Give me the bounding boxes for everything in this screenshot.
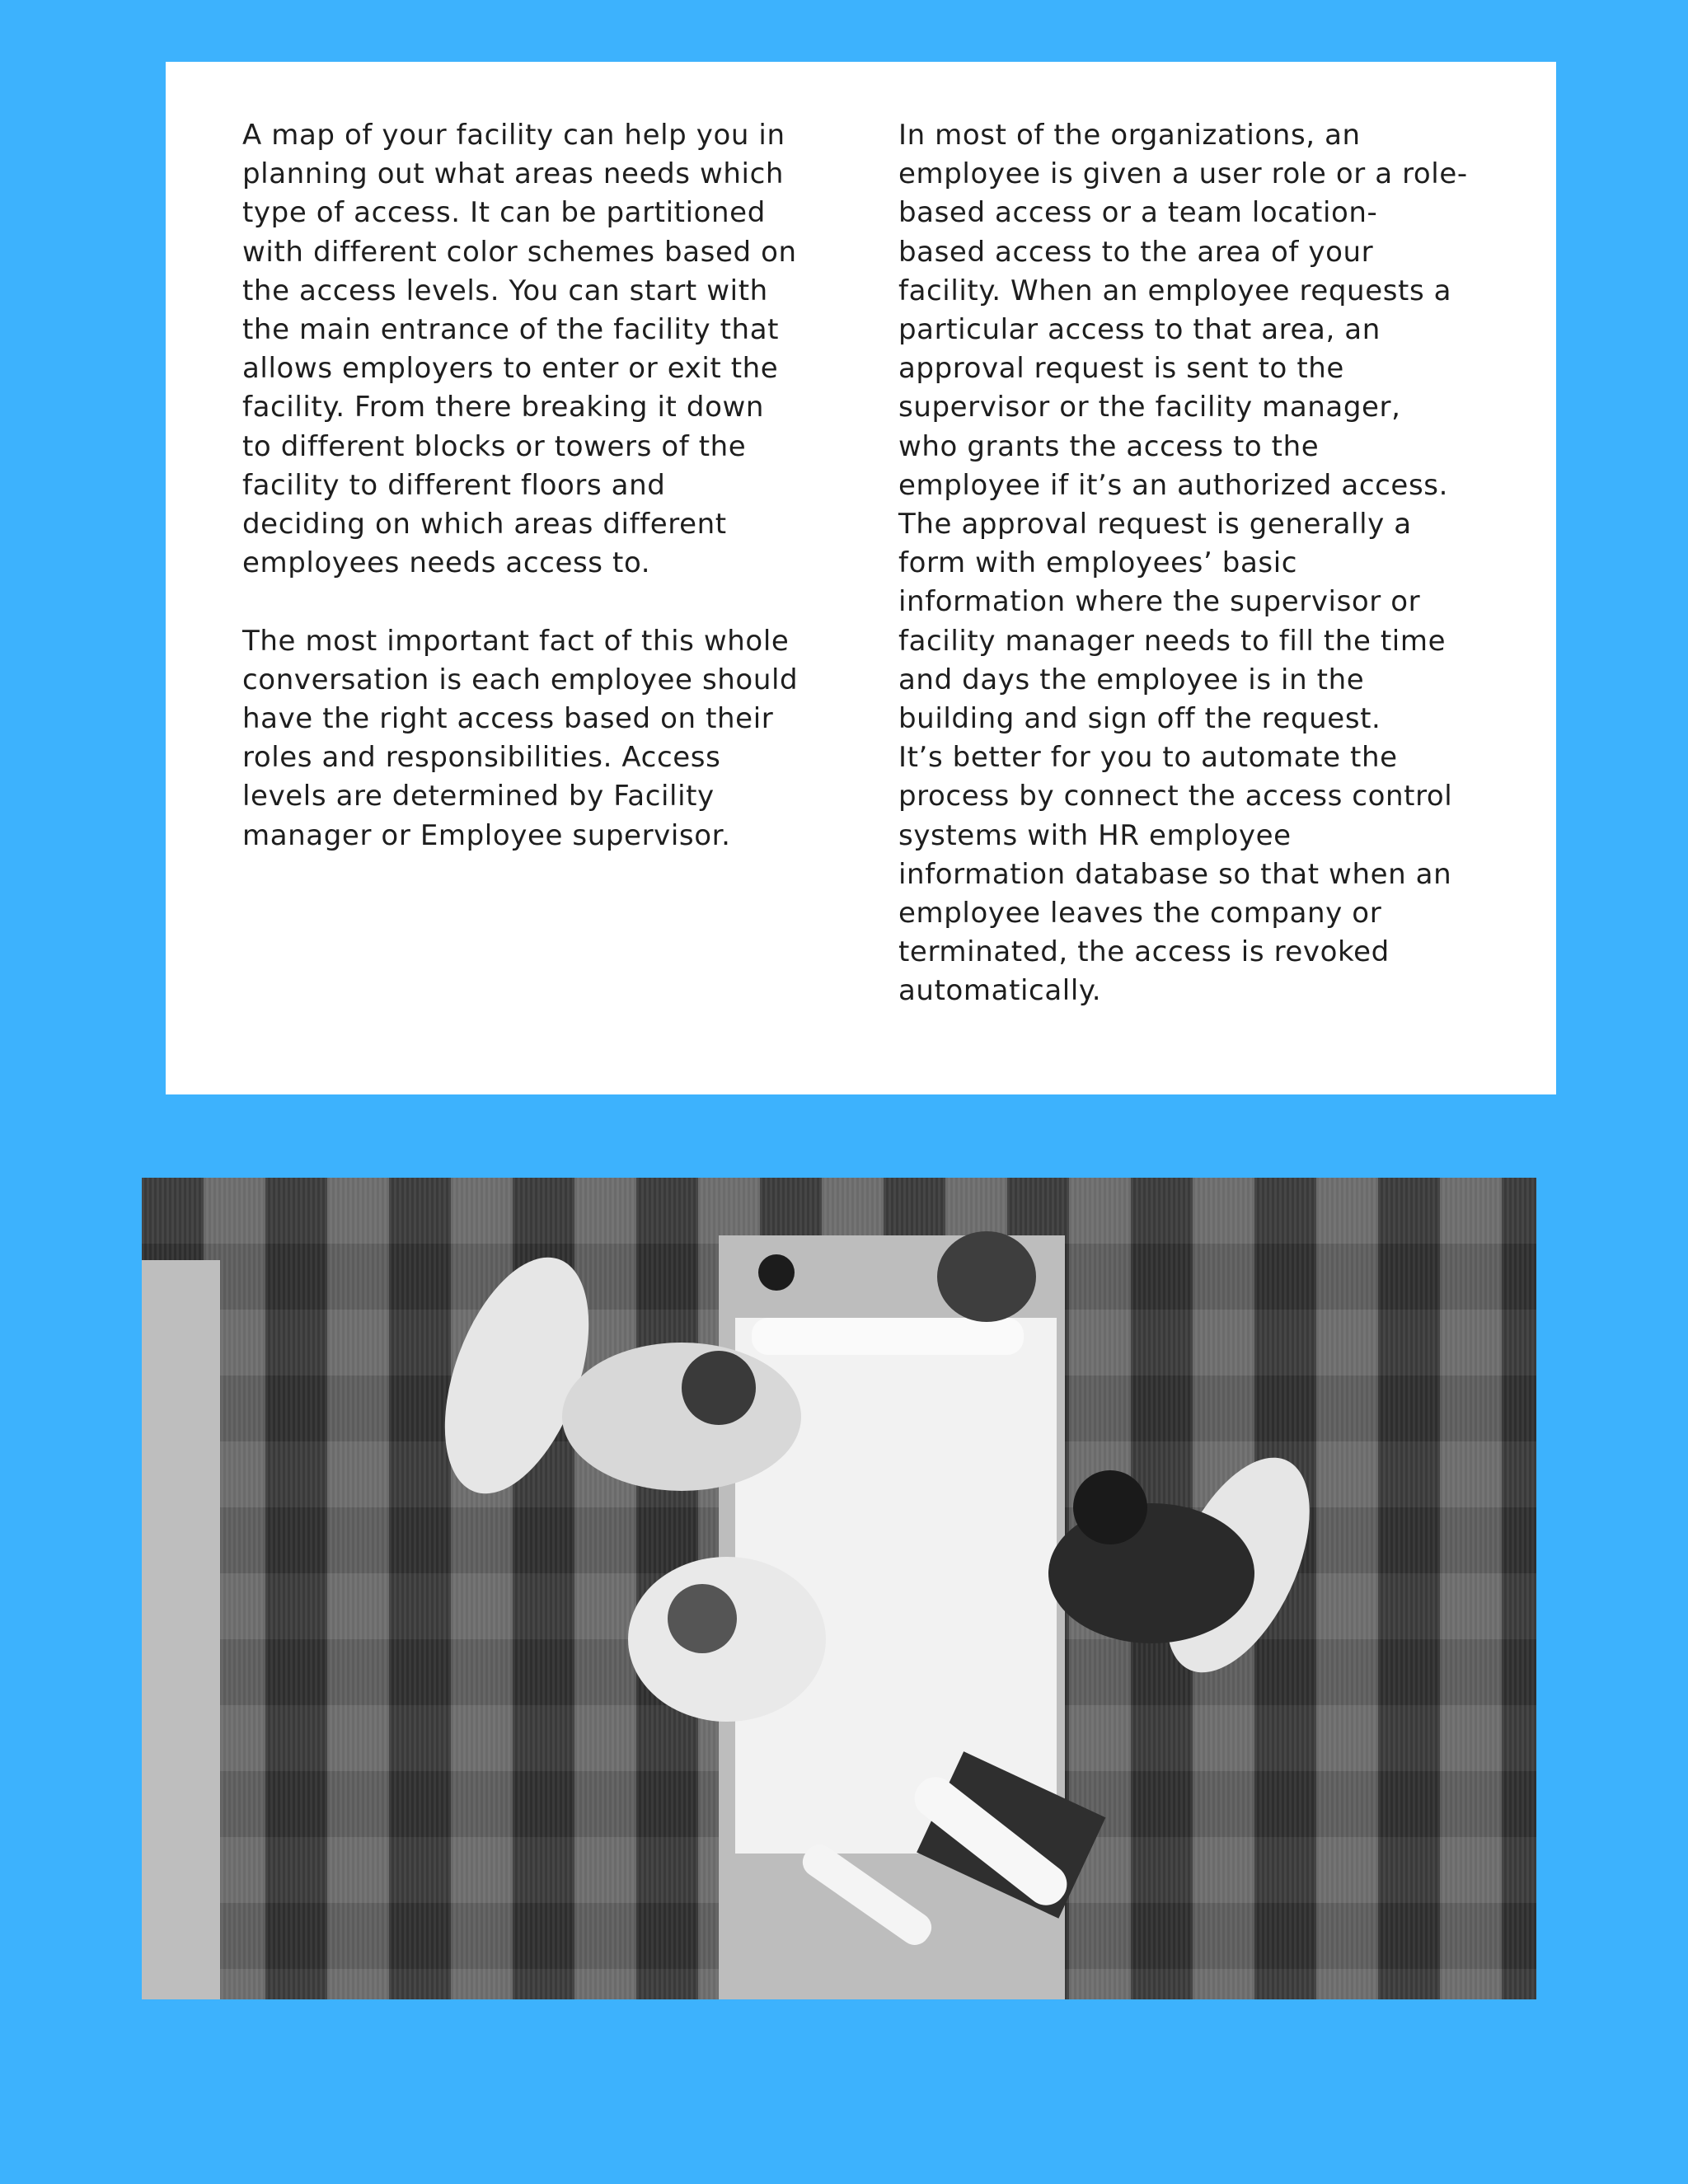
right-column: [898, 116, 1533, 1011]
right-paragraph-1: In most of the organizations, an employee is given a user role or a role- based access or a team location- based access to the area of your facility. When an employee requests a particular access to that area, an approval request is sent to the supervisor or the facility manager, who grants the access to the employee if it’s an authorized access. The approval request is generally a form with employees’ basic information where the supervisor or facility manager needs to fill the time and days the employee is in the building and sign off the request. It’s better for you to automate the process by connect the access control systems with HR employee information database so that when an employee leaves the company or terminated, the access is revoked automatically.: [898, 119, 1468, 1008]
meeting-photo: [142, 1178, 1536, 1999]
left-column: [242, 116, 852, 855]
meeting-photo-illustration: [142, 1178, 1536, 1999]
text-card: [166, 62, 1556, 1094]
left-paragraph-1: A map of your facility can help you in planning out what areas needs which type of access. It can be partitioned with different color schemes based on the access levels. You can start with the main entrance of the facility that allows employers to enter or exit the facility. From there breaking it down to different blocks or towers of the facility to different floors and deciding on which areas different employees needs access to.: [242, 119, 797, 580]
left-paragraph-2: The most important fact of this whole conversation is each employee should have the right access based on their roles and responsibilities. Access levels are determined by Facility manager or Employee supervisor.: [242, 624, 799, 852]
